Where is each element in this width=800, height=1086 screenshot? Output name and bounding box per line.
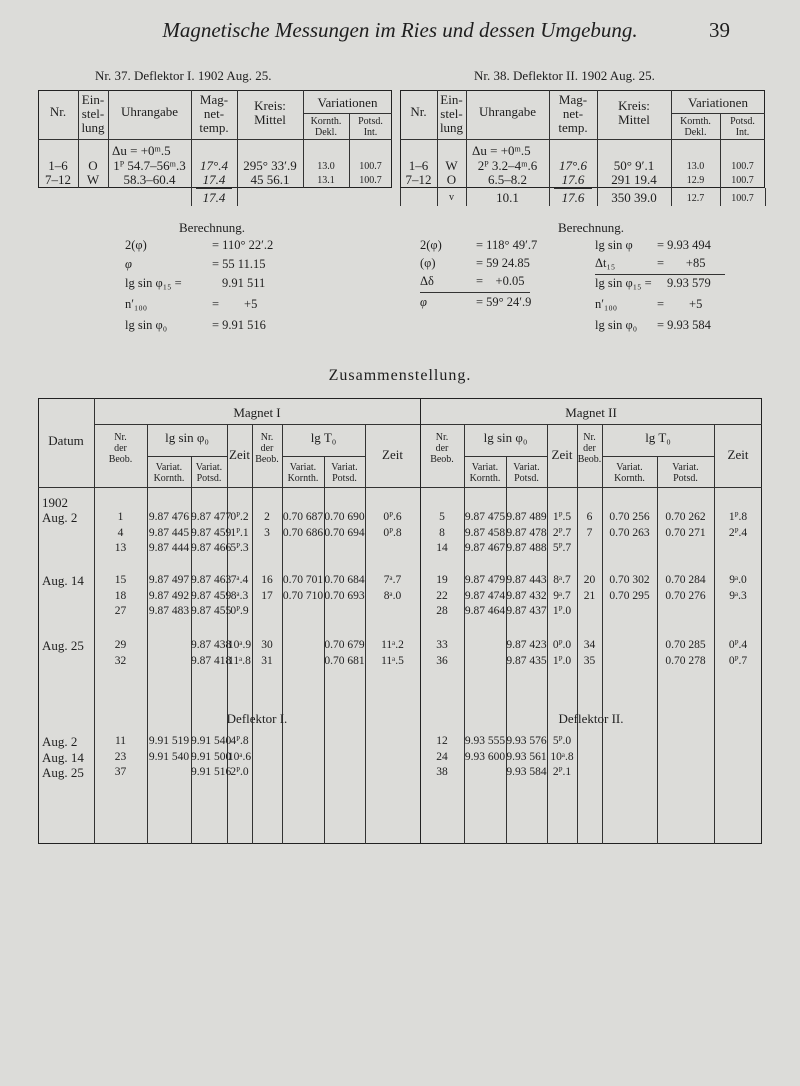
summary-cell-nr: 34 [583, 639, 596, 651]
summary-hdr-var-potsd: Variat. Potsd. [672, 462, 699, 484]
summary-cell-lgsin-potsd: 9.87 459 [191, 526, 232, 539]
summary-cell-lgT-kornth: 0.70 710 [282, 589, 324, 602]
summary-cell-lgT-kornth: 0.70 263 [609, 526, 650, 539]
left-row1-kreis: 295° 33′.9 [243, 158, 297, 173]
summary-hdr-var-kornth: Variat. Kornth. [614, 462, 645, 484]
right-row2-einstellung: O [446, 172, 457, 187]
right-row1-temp: 17°.6 [559, 158, 587, 173]
summary-cell-lgsin-potsd: 9.87 443 [506, 574, 547, 586]
summary-cell-lgsin-potsd: 9.87 463 [191, 574, 232, 586]
summary-cell-nr: 15 [114, 574, 127, 586]
summary-cell-lgsin-kornth: 9.87 475 [464, 511, 506, 523]
summary-cell-zeit: 7ᵃ.4 [230, 574, 249, 586]
summary-cell-lgsin-potsd: 9.87 477 [191, 511, 232, 523]
right-calc-value: = 9.93 494 [657, 238, 711, 252]
deflektor2-cell-nr: 24 [436, 750, 448, 763]
right-calc-value: 9.93 579 [667, 276, 711, 290]
summary-cell-nr: 6 [586, 511, 593, 523]
summary-cell-nr: 7 [586, 526, 593, 539]
left-row1-var-potsd: 100.7 [359, 161, 382, 172]
summary-hdr-lgsin: lg sin φ₀ [165, 430, 209, 445]
right-calc-value: = +85 [657, 256, 706, 270]
summary-cell-lgT-kornth: 0.70 295 [609, 589, 650, 602]
summary-cell-lgsin-potsd: 9.87 435 [506, 654, 547, 667]
left-berechnung-title: Berechnung. [179, 220, 246, 235]
right-row3-var-kornth: 12.7 [686, 193, 705, 204]
right-hdr-nr: Nr. [410, 104, 427, 119]
summary-cell-nr: 21 [583, 589, 596, 602]
summary-cell-lgT-potsd: 0.70 679 [324, 639, 365, 651]
right-delta-u: Δu = +0ᵐ.5 [472, 143, 531, 158]
summary-cell-zeit: 0ᴾ.2 [230, 511, 249, 523]
left-row2-kreis: 45 56.1 [250, 172, 290, 187]
zusammenstellung-title: Zusammenstellung. [328, 367, 472, 384]
summary-cell-lgT-potsd: 0.70 284 [665, 574, 706, 586]
right-calc-label: Δδ [420, 274, 434, 288]
page-number: 39 [709, 18, 730, 42]
deflektor2-cell-zeit: 10ᵃ.8 [550, 750, 574, 763]
summary-cell-nr: 4 [117, 526, 124, 539]
left-row1-einstellung: O [88, 158, 98, 173]
summary-hdr-var-potsd: Variat. Potsd. [331, 462, 358, 484]
deflektor1-cell-zeit: 2ᴾ.0 [230, 766, 249, 778]
left-calc-label: 2(φ) [125, 238, 147, 252]
summary-cell-lgsin-potsd: 9.87 423 [506, 639, 547, 651]
summary-date: Aug. 2 [42, 510, 78, 525]
left-calc-value: = 110° 22′.2 [212, 238, 274, 252]
summary-cell-zeit: 0ᴾ.0 [552, 639, 572, 651]
summary-cell-lgT-potsd: 0.70 271 [665, 526, 706, 539]
summary-cell-zeit: 11ᵃ.5 [381, 654, 404, 667]
summary-cell-lgsin-kornth: 9.87 458 [464, 526, 506, 539]
right-row2-var-potsd: 100.7 [731, 175, 754, 186]
summary-cell-lgT-kornth: 0.70 686 [282, 526, 324, 539]
summary-cell-nr: 31 [261, 654, 273, 667]
summary-cell-nr: 18 [114, 589, 127, 602]
deflektor1-cell-nr: 37 [114, 766, 127, 778]
summary-hdr-var-potsd: Variat. Potsd. [513, 462, 540, 484]
summary-cell-zeit: 1ᴾ.1 [230, 526, 249, 539]
left-row2-var-kornth: 13.1 [317, 175, 335, 186]
summary-cell-zeit: 9ᵃ.7 [553, 589, 571, 602]
right-calc-label: lg sin φ [595, 238, 633, 252]
left-calc-label: lg sin φ₁₅ = [125, 276, 182, 290]
left-calc-value: = 55 11.15 [212, 257, 266, 271]
summary-hdr-lgsin: lg sin φ₀ [483, 430, 528, 445]
summary-cell-lgsin-kornth: 9.87 492 [148, 589, 190, 602]
summary-cell-zeit: 9ᵃ.0 [729, 574, 747, 586]
right-row3-uhrangabe: 10.1 [496, 190, 519, 205]
right-calc-label: n′₁₀₀ [595, 297, 618, 311]
summary-cell-nr: 33 [436, 639, 448, 651]
right-hdr-variationen: Variationen [688, 95, 748, 110]
left-calc-value: 9.91 511 [222, 276, 266, 290]
right-row3-var-potsd: 100.7 [731, 193, 754, 204]
deflektor1-cell-lgsin-kornth: 9.91 519 [148, 735, 190, 747]
summary-cell-zeit: 5ᴾ.7 [552, 542, 572, 554]
right-row2-var-kornth: 12.9 [686, 175, 705, 186]
summary-cell-zeit: 5ᴾ.3 [230, 542, 249, 554]
summary-hdr-datum: Datum [48, 433, 84, 448]
summary-cell-lgT-kornth: 0.70 687 [282, 511, 324, 523]
summary-hdr-zeit: Zeit [382, 447, 403, 462]
summary-cell-nr: 5 [439, 511, 445, 523]
left-hdr-variationen: Variationen [317, 95, 378, 110]
left-delta-u: Δu = +0ᵐ.5 [112, 143, 171, 158]
summary-cell-lgsin-kornth: 9.87 474 [464, 589, 506, 602]
right-hdr-kornth: Kornth. Dekl. [680, 116, 711, 138]
summary-cell-lgT-potsd: 0.70 278 [665, 654, 706, 667]
left-hdr-nr: Nr. [49, 104, 67, 119]
left-row1-nr: 1–6 [48, 158, 68, 173]
deflektor2-cell-nr: 38 [436, 766, 448, 778]
summary-cell-nr: 19 [436, 574, 448, 586]
right-hdr-magnettemp: Mag- net- temp. [558, 92, 588, 135]
summary-cell-lgsin-potsd: 9.87 488 [506, 542, 547, 554]
summary-cell-zeit: 9ᵃ.3 [729, 589, 747, 602]
summary-hdr-nr-beob: Nr. der Beob. [108, 432, 133, 465]
summary-cell-zeit: 0ᴾ.7 [728, 654, 748, 667]
left-calc-value: = 9.91 516 [212, 318, 266, 332]
right-row1-var-kornth: 13.0 [686, 161, 705, 172]
summary-cell-lgT-potsd: 0.70 684 [324, 574, 365, 586]
right-hdr-kreis: Kreis: Mittel [618, 98, 650, 127]
summary-cell-lgsin-potsd: 9.87 459 [191, 589, 232, 602]
summary-cell-lgsin-potsd: 9.87 455 [191, 605, 232, 617]
deflektor1-cell-nr: 23 [114, 750, 127, 763]
summary-cell-lgsin-potsd: 9.87 438 [191, 639, 232, 651]
summary-cell-lgT-potsd: 0.70 693 [324, 589, 365, 602]
summary-cell-zeit: 11ᵃ.2 [381, 639, 404, 651]
summary-cell-lgsin-kornth: 9.87 476 [148, 511, 190, 523]
summary-cell-lgsin-potsd: 9.87 489 [506, 511, 547, 523]
summary-hdr-nr-beob: Nr. der Beob. [430, 432, 454, 465]
right-row1-einstellung: W [445, 158, 458, 173]
deflektor-date: Aug. 25 [42, 765, 84, 780]
summary-cell-zeit: 7ᵃ.7 [383, 574, 402, 586]
summary-hdr-nr-beob: Nr. der Beob. [577, 432, 602, 465]
left-row1-temp: 17°.4 [200, 158, 228, 173]
summary-cell-zeit: 2ᴾ.7 [552, 526, 572, 539]
left-temp-mean: 17.4 [202, 190, 226, 205]
right-row1-var-potsd: 100.7 [731, 161, 754, 172]
left-hdr-kornth: Kornth. Dekl. [310, 116, 342, 138]
summary-hdr-lgT: lg T₀ [310, 430, 337, 445]
left-row2-nr: 7–12 [45, 172, 71, 187]
left-calc-label: n′₁₀₀ [125, 297, 148, 311]
right-row3-einstellung: v [449, 192, 454, 203]
deflektor1-title: Deflektor I. [226, 711, 288, 726]
deflektor2-cell-lgsin-kornth: 9.93 555 [464, 735, 506, 747]
right-calc-label: lg sin φ₁₅ = [595, 276, 652, 290]
deflektor2-title: Deflektor II. [558, 711, 624, 726]
right-calc-value: = 59 24.85 [476, 256, 530, 270]
summary-cell-nr: 32 [114, 654, 127, 667]
summary-cell-lgsin-potsd: 9.87 432 [506, 589, 547, 602]
summary-cell-zeit: 11ᵃ.8 [228, 654, 251, 667]
summary-cell-zeit: 0ᴾ.6 [383, 511, 402, 523]
summary-hdr-var-kornth: Variat. Kornth. [469, 462, 501, 484]
summary-cell-lgT-potsd: 0.70 690 [324, 511, 365, 523]
summary-cell-nr: 13 [114, 542, 127, 554]
summary-cell-lgT-potsd: 0.70 262 [665, 511, 706, 523]
summary-cell-zeit: 8ᵃ.0 [383, 589, 402, 602]
summary-cell-zeit: 0ᴾ.9 [230, 605, 249, 617]
summary-hdr-zeit: Zeit [551, 447, 573, 462]
left-calc-value: = +5 [212, 297, 258, 311]
right-calc-value: = 118° 49′.7 [476, 238, 538, 252]
deflektor2-cell-zeit: 2ᴾ.1 [552, 766, 572, 778]
summary-cell-lgsin-kornth: 9.87 479 [464, 574, 506, 586]
left-hdr-potsd: Potsd. Int. [358, 116, 383, 138]
summary-cell-nr: 36 [436, 654, 448, 667]
right-table-title: Nr. 38. Deflektor II. 1902 Aug. 25. [474, 68, 655, 83]
summary-cell-nr: 30 [261, 639, 273, 651]
summary-cell-zeit: 1ᴾ.0 [552, 654, 572, 667]
summary-cell-zeit: 10ᵃ.9 [227, 639, 252, 651]
summary-cell-nr: 27 [114, 605, 127, 617]
summary-cell-zeit: 0ᴾ.4 [728, 639, 748, 651]
deflektor2-cell-lgsin-potsd: 9.93 576 [506, 735, 547, 747]
left-hdr-einstellung: Ein- stel- lung [81, 92, 105, 135]
right-row1-uhrangabe: 2ᴾ 3.2–4ᵐ.6 [477, 158, 538, 173]
right-row2-kreis: 291 19.4 [611, 172, 657, 187]
right-row3-kreis: 350 39.0 [611, 190, 657, 205]
summary-cell-zeit: 1ᴾ.5 [552, 511, 572, 523]
summary-hdr-lgT: lg T₀ [645, 430, 671, 445]
page-title: Magnetische Messungen im Ries und dessen Umgebung. [162, 18, 638, 42]
summary-cell-lgsin-potsd: 9.87 418 [191, 654, 232, 667]
right-calc-value: = 9.93 584 [657, 318, 711, 332]
summary-hdr-magnet1: Magnet I [233, 405, 281, 420]
summary-cell-nr: 14 [436, 542, 448, 554]
summary-cell-nr: 20 [583, 574, 596, 586]
right-calc-value: = +0.05 [476, 274, 525, 288]
right-row1-nr: 1–6 [408, 158, 429, 173]
summary-hdr-magnet2: Magnet II [565, 405, 617, 420]
right-calc-label: (φ) [420, 256, 436, 270]
summary-cell-zeit: 8ᵃ.7 [553, 574, 571, 586]
summary-cell-lgsin-potsd: 9.87 466 [191, 542, 232, 554]
deflektor1-cell-zeit: 4ᴾ.8 [230, 735, 249, 747]
deflektor2-cell-nr: 12 [436, 735, 448, 747]
left-row1-var-kornth: 13.0 [317, 161, 335, 172]
left-calc-label: lg sin φ₀ [125, 318, 168, 332]
deflektor1-cell-zeit: 10ᵃ.6 [227, 750, 252, 763]
left-row1-uhrangabe: 1ᴾ 54.7–56ᵐ.3 [113, 158, 186, 173]
left-row2-uhrangabe: 58.3–60.4 [123, 172, 176, 187]
summary-cell-lgsin-kornth: 9.87 483 [148, 605, 190, 617]
summary-cell-lgsin-potsd: 9.87 478 [506, 526, 547, 539]
summary-cell-lgsin-kornth: 9.87 445 [148, 526, 190, 539]
summary-cell-lgT-kornth: 0.70 701 [282, 574, 324, 586]
left-calc-label: φ [125, 257, 132, 271]
right-calc-label: lg sin φ₀ [595, 318, 638, 332]
deflektor-date: Aug. 2 [42, 734, 78, 749]
summary-cell-lgsin-potsd: 9.87 437 [506, 605, 547, 617]
summary-cell-zeit: 2ᴾ.4 [728, 526, 748, 539]
summary-cell-zeit: 1ᴾ.8 [728, 511, 748, 523]
summary-hdr-var-potsd: Variat. Potsd. [195, 462, 223, 484]
right-row2-uhrangabe: 6.5–8.2 [488, 172, 527, 187]
summary-cell-lgsin-kornth: 9.87 467 [464, 542, 506, 554]
right-hdr-uhrangabe: Uhrangabe [478, 104, 537, 119]
right-calc-label: φ [420, 295, 427, 309]
summary-cell-lgT-potsd: 0.70 681 [324, 654, 365, 667]
right-row2-nr: 7–12 [405, 172, 432, 187]
deflektor2-cell-zeit: 5ᴾ.0 [552, 735, 572, 747]
summary-hdr-zeit: Zeit [229, 447, 250, 462]
left-hdr-kreis: Kreis: Mittel [254, 98, 286, 127]
summary-cell-zeit: 8ᵃ.3 [230, 589, 249, 602]
summary-cell-lgT-potsd: 0.70 694 [324, 526, 365, 539]
deflektor1-cell-lgsin-potsd: 9.91 540 [191, 735, 232, 747]
summary-date: Aug. 25 [42, 638, 84, 653]
summary-cell-zeit: 1ᴾ.0 [552, 605, 572, 617]
summary-cell-nr: 28 [436, 605, 448, 617]
deflektor-date: Aug. 14 [42, 749, 84, 765]
summary-cell-nr: 16 [261, 574, 273, 586]
deflektor2-cell-lgsin-potsd: 9.93 561 [506, 750, 547, 763]
summary-cell-nr: 35 [583, 654, 596, 667]
summary-hdr-zeit: Zeit [727, 447, 749, 462]
summary-cell-zeit: 0ᴾ.8 [383, 526, 402, 539]
summary-cell-nr: 1 [117, 511, 124, 523]
right-berechnung-title: Berechnung. [558, 220, 625, 235]
deflektor1-cell-nr: 11 [114, 735, 127, 747]
summary-cell-nr: 2 [264, 511, 270, 523]
deflektor1-cell-lgsin-potsd: 9.91 516 [191, 766, 232, 778]
summary-cell-nr: 3 [264, 526, 270, 539]
summary-cell-lgsin-kornth: 9.87 497 [148, 574, 190, 586]
summary-cell-nr: 8 [439, 526, 445, 539]
left-table-title: Nr. 37. Deflektor I. 1902 Aug. 25. [95, 68, 272, 83]
summary-date: Aug. 14 [42, 573, 84, 588]
right-calc-value: = +5 [657, 297, 703, 311]
right-hdr-einstellung: Ein- stel- lung [439, 92, 464, 135]
left-row2-var-potsd: 100.7 [359, 175, 382, 186]
summary-cell-lgT-potsd: 0.70 285 [665, 639, 706, 651]
summary-cell-lgsin-kornth: 9.87 464 [464, 605, 506, 617]
summary-year: 1902 [42, 495, 68, 510]
summary-hdr-var-kornth: Variat. Kornth. [287, 462, 319, 484]
left-hdr-uhrangabe: Uhrangabe [120, 104, 179, 119]
summary-cell-lgT-kornth: 0.70 302 [609, 574, 650, 586]
summary-cell-nr: 22 [436, 589, 448, 602]
summary-cell-lgT-kornth: 0.70 256 [609, 511, 650, 523]
summary-cell-nr: 17 [261, 589, 273, 602]
right-row3-temp: 17.6 [561, 190, 585, 205]
deflektor2-cell-lgsin-kornth: 9.93 600 [464, 750, 506, 763]
right-calc-label: Δt₁₅ [595, 256, 616, 270]
summary-hdr-var-kornth: Variat. Kornth. [153, 462, 185, 484]
summary-cell-lgT-potsd: 0.70 276 [665, 589, 706, 602]
left-row2-temp: 17.4 [202, 172, 226, 187]
left-hdr-magnettemp: Mag- net- temp. [199, 92, 229, 135]
deflektor1-cell-lgsin-kornth: 9.91 540 [148, 750, 190, 763]
summary-cell-lgsin-kornth: 9.87 444 [148, 542, 190, 554]
right-calc-value: = 59° 24′.9 [476, 295, 532, 309]
left-row2-einstellung: W [86, 172, 100, 187]
deflektor1-cell-lgsin-potsd: 9.91 500 [191, 750, 232, 763]
right-calc-label: 2(φ) [420, 238, 442, 252]
summary-cell-nr: 29 [114, 639, 127, 651]
deflektor2-cell-lgsin-potsd: 9.93 584 [506, 766, 547, 778]
right-row2-temp: 17.6 [561, 172, 585, 187]
summary-hdr-nr-beob: Nr. der Beob. [255, 432, 279, 465]
right-hdr-potsd: Potsd. Int. [730, 116, 755, 138]
right-row1-kreis: 50° 9′.1 [613, 158, 655, 173]
